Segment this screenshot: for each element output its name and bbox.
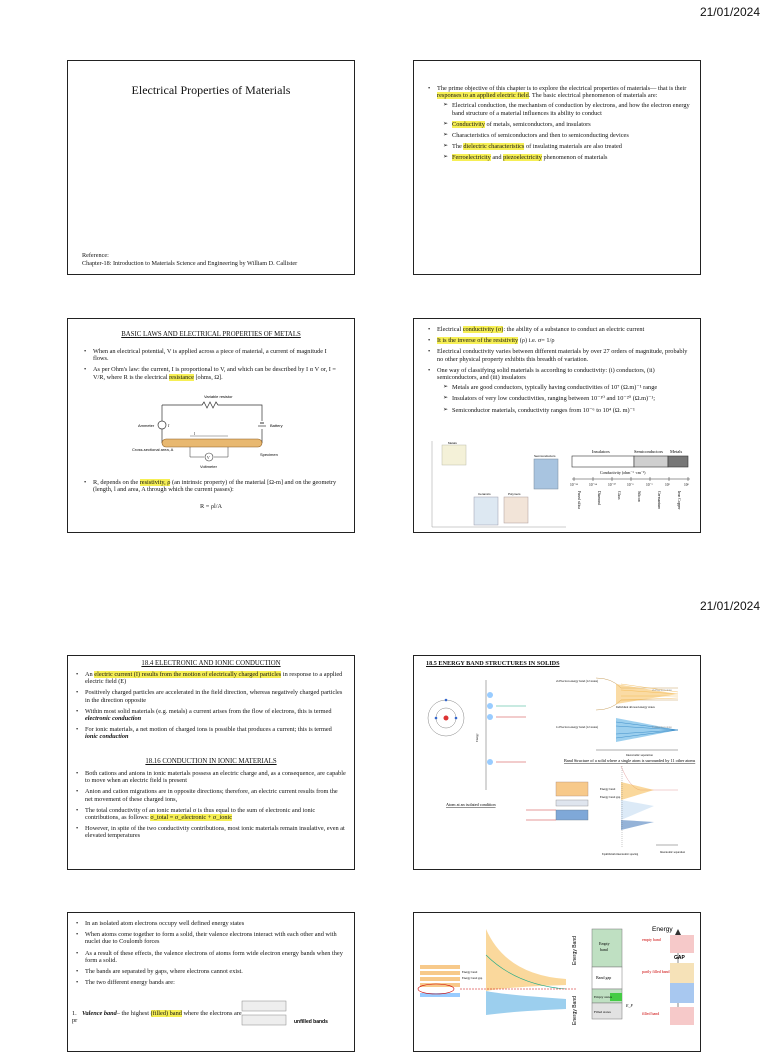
slide-title-text: Electrical Properties of Materials [131,83,291,97]
1s-state-label: 1s Electron state [652,725,672,729]
ionic-list [76,770,346,844]
laws-item: • As per Ohm's law: the current, I is proportional to V, and which can be described by I α V or, I = V/R, where R is the electrical resistance [ohms, Ω]. [84,366,342,380]
slide-heading: BASIC LAWS AND ELECTRICAL PROPERTIES OF METALS [121,331,301,338]
ammeter-icon [158,421,166,429]
laws-item: • When an electrical potential, V is applied across a piece of material, a current of magnitude I flows. [84,348,342,362]
conductivity-item: • It is the inverse of the resistivity (ρ) i.e. σ= 1/ρ [428,337,690,344]
scale-tick-label: 10⁻¹⁴ [589,483,597,487]
conduction-list [76,671,346,745]
band-types-diagram [416,915,700,1030]
empty-band-label-2: band [600,947,608,952]
current-label: I [168,423,170,428]
band-explanation-item: • The bands are separated by gaps, where electrons cannot exist. [76,968,348,975]
band-explanation-item: • As a result of these effects, the valence electrons of atoms form wide electron energy bands when they form a solid. [76,950,348,964]
voltage-label: V [207,455,210,460]
ionic-item: • However, in spite of the two conductivity contributions, most ionic materials remain insulative, even at elevated temperatures [76,825,346,839]
objective-intro: • The prime objective of this chapter is to explore the electrical properties of materials— that is their responses to an applied electric field. The basic electrical phenomenon of materials are: ➢ Electrical conduction, the mechanism of conduction by electrons, and how the electron energy band structure of a material influences its ability to conduct ➢ Conductivity of metals, semiconductors, and insulators ➢ Characteristics of semiconductors and then to semiconducting devices ➢ The dielectric characteristics of insulating materials are also treated ➢ Ferroelectricity and piezoelectricity phenomenon of materials [428,85,690,162]
conduction-item: • Within most solid materials (e.g. metals) a current arises from the flow of electrons, this is termed electronic conduction [76,708,346,722]
valence-band-item: 1. Valence band– the highest (filled) band where the electrons are pr [72,1010,242,1025]
filled-states-label: Filled states [594,1010,611,1014]
date-label: 21/01/2024 [699,5,760,19]
scale-tick-label: 10⁻² [646,483,653,487]
objective-item: ➢ Ferroelectricity and piezoelectricity phenomenon of materials [443,154,690,161]
laws-list-2 [84,479,342,497]
conductivity-item: • Electrical conductivity varies between different materials by over 27 orders of magnitude, probably no other physical property exhibits this breadth of variation. [428,348,690,362]
band-formation-diagram [526,766,686,856]
partly-filled-occupied [670,983,694,1003]
material-label: Glass [617,491,621,500]
band-explanation-item: • When atoms come together to form a solid, their valence electrons interact with each other and with nuclei due to Coulomb forces [76,931,348,945]
date-label: 21/01/2024 [699,599,760,613]
voltmeter-label: Voltmeter [200,464,217,469]
scale-axis-label: Conductivity (ohm⁻¹ ·cm⁻¹) [600,470,646,475]
slide-heading: 18.5 ENERGY BAND STRUCTURES IN SOLIDS [426,660,560,667]
conductivity-subitem: ➢ Semiconductor materials, conductivity ranges from 10⁻⁶ to 10⁴ (Ω. m)⁻¹ [443,407,690,414]
conductivity-scale-diagram [570,447,698,531]
conductivity-item: • One way of classifying solid materials is according to conductivity: (i) conductors, (ii) semiconductors, and (iii) insulators ➢ Metals are good conductors, typically having conductivities of 10⁷ (Ω.m)⁻¹ range ➢ Insulators of very low conductivities, ranging between 10⁻¹⁰ and 10⁻²⁰ (Ω.m)⁻¹; ➢ Semiconductor materials, conductivity ranges from 10⁻⁶ to 10⁴ (Ω. m)⁻¹ [428,367,690,414]
laws-list [84,348,342,385]
resistance-formula: R = ρl/A [199,503,223,510]
ionic-item: • Anion and cation migrations are in opposite directions; therefore, an electric current results from the net movement of these charged ions, [76,788,346,802]
length-label: l [194,431,196,436]
range-box-ceramics [474,497,498,525]
2s-band-label: 2s Electron energy band (12 states) [556,679,599,683]
range-label-semiconductors: Semiconductors [534,454,556,458]
scale-label-semiconductors: Semiconductors [634,449,663,454]
slide-objectives [413,60,701,275]
material-label: Diamond [597,491,601,506]
ionic-item: • The total conductivity of an ionic material σ is thus equal to the sum of electronic and ionic contributions, as follows: σ_total = σ_electronic + σ_ionic [76,807,346,821]
range-label-metals: Metals [448,441,457,445]
scale-label-metals: Metals [670,449,683,454]
band-gap-label: Energy band gap [600,795,621,799]
caption-band-structure: Band Structure of a solid where a single atom is surrounded by 11 other atoms [564,758,696,763]
band-explanation-list [76,920,348,990]
slide-electronic-ionic [67,655,355,870]
reference [82,252,297,268]
energy-band-diagram [416,670,700,870]
energy-axis-label: Energy [475,733,479,742]
band-explanation-item: • The two different energy bands are: [76,979,348,986]
objective-item: ➢ The dielectric characteristics of insulating materials are also treated [443,143,690,150]
energy-band-axis-label: Energy Band [572,936,578,965]
conductivity-item: • Electrical conductivity (σ): the ability of a substance to conduct an electric current [428,326,690,333]
scale-tick-label: 10⁻¹⁸ [570,483,578,487]
energy-band-small-label: Energy band [462,970,478,974]
variable-resistor-label: Variable resistor [204,394,233,399]
scale-tick-label: 10⁻¹⁰ [608,483,617,487]
conduction-item: • Positively charged particles are accelerated in the field direction, whereas negatively charged particles in the direction opposite [76,689,346,703]
slide-conductivity [413,318,701,533]
filled-band-region [670,1007,694,1025]
energy-band-axis-label-2: Energy Band [572,996,578,1025]
empty-band-label: Empty [599,941,610,946]
slide-heading: 18.4 ELECTRONIC AND IONIC CONDUCTION [141,660,281,667]
scale-tick-label: 10² [665,483,670,487]
reference-text: Chapter-18: Introduction to Materials Science and Engineering by William D. Callister [82,260,298,267]
conduction-item: • For ionic materials, a net motion of charged ions is possible that produces a current; this is termed ionic conduction [76,726,346,740]
ionic-item: • Both cations and anions in ionic materials possess an electric charge and, as a consequence, are capable to move when an electric field is present [76,770,346,784]
range-label-polymers: Polymers [508,492,521,496]
range-box-polymers [504,497,528,523]
material-label: Fused silica [577,491,581,510]
conductivity-subitem: ➢ Metals are good conductors, typically having conductivities of 10⁷ (Ω.m)⁻¹ range [443,384,690,391]
cross-section-label: Cross-sectional area, A [132,447,174,452]
range-label-ceramics: Ceramics [478,492,491,496]
caption-isolated-atom: Atom at an isolated condition [446,802,496,807]
scale-tick-label: 10⁶ [684,483,689,487]
slide-basic-laws [67,318,355,533]
slide-energy-bands [413,655,701,870]
allowed-states-label: Individual allowed energy states [616,705,655,709]
conductivity-subitem: ➢ Insulators of very low conductivities, ranging between 10⁻¹⁰ and 10⁻²⁰ (Ω.m)⁻¹; [443,395,690,402]
energy-band-label: Energy band [600,787,616,791]
fermi-level-label: E_F [626,1003,633,1008]
empty-band-region-label: empty band [642,937,661,942]
empty-band-region [670,935,694,953]
ohms-law-circuit-diagram [132,391,292,473]
band-explanation-item: • In an isolated atom electrons occupy well defined energy states [76,920,348,927]
scale-label-insulators: Insulators [592,449,610,454]
partly-filled-label: partly filled band [642,969,670,974]
band-gap-block-label: Band gap [596,975,612,980]
energy-title: Energy [652,926,673,933]
energy-band-gap-label: Energy band gap [462,976,483,980]
laws-item: • R, depends on the resistivity, ρ (an intrinsic property) of the material [Ω-m] and on the geometry (length, l and area, A through which the current passes): [84,479,342,493]
objective-item: ➢ Characteristics of semiconductors and then to semiconducting devices [443,132,690,139]
scale-tick-label: 10⁻⁶ [627,483,634,487]
conduction-item: • An electric current (I) results from the motion of electrically charged particles in response to a applied electric field (E) [76,671,346,685]
objective-item: ➢ Conductivity of metals, semiconductors, and insulators [443,121,690,128]
range-box-metals [442,445,466,465]
material-label: Germanium [657,491,661,510]
equilibrium-spacing-label: Equilibrium interatomic spacing [602,853,639,856]
unfilled-bands-diagram [238,999,353,1029]
filled-band-label: filled band [642,1011,660,1016]
battery-label: Battery [270,423,283,428]
slide-subheading: 18.16 CONDUCTION IN IONIC MATERIALS [145,758,277,765]
objectives-list [428,85,690,166]
slide-band-types [413,912,701,1052]
material-label: Silicon [637,491,641,502]
conductivity-range-chart [418,439,568,529]
gap-label: GAP [674,955,685,961]
1s-band-label: 1s Electron energy band (12 states) [556,725,599,729]
unfilled-bands-label: unfilled bands [294,1019,328,1025]
empty-states-label: Empty states [594,995,612,999]
specimen-bar [162,439,262,447]
2s-state-label: 2s Electron state [652,688,672,692]
separation-label: Interatomic separation [660,851,686,854]
slide-title [67,60,355,275]
1s-band-fan [616,718,678,742]
range-box-semiconductors [534,459,558,489]
isolated-atom-icon [428,699,464,736]
material-label: Iron Copper [677,491,681,510]
objective-item: ➢ Electrical conduction, the mechanism of conduction by electrons, and how the electron energy band structure of a material influences its ability to conduct [443,102,690,116]
specimen-label: Specimen [260,452,278,457]
slide-band-explanation [67,912,355,1052]
interatomic-label: Interatomic separation [626,753,653,757]
ammeter-label: Ammeter [138,423,155,428]
reference-label: Reference: [82,252,109,259]
conductivity-list [428,326,690,418]
